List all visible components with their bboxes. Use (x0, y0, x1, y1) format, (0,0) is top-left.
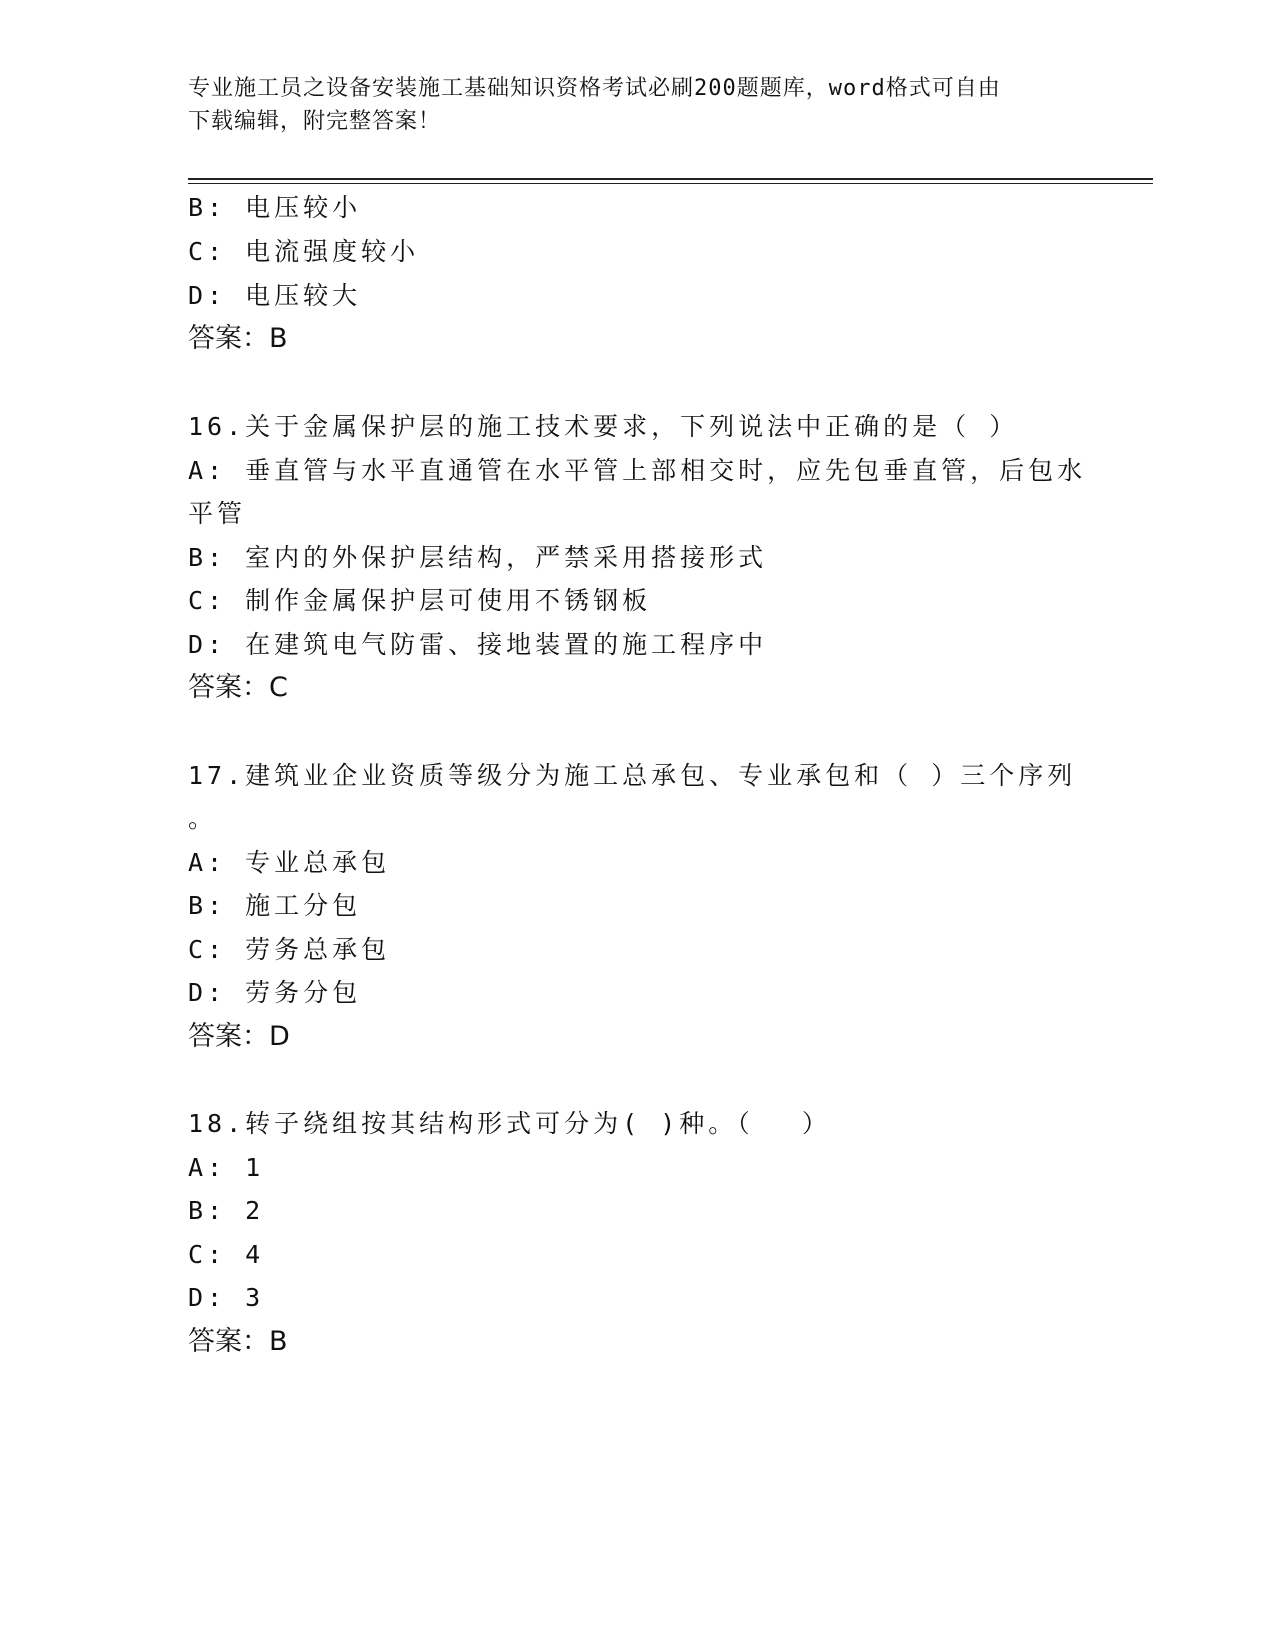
q15-answer: 答案：B (188, 323, 288, 354)
q16-option-b: B: 室内的外保护层结构，严禁采用搭接形式 (188, 543, 768, 572)
header-divider-thick (188, 178, 1153, 180)
q16-option-d: D: 在建筑电气防雷、接地装置的施工程序中 (188, 630, 768, 659)
q18-option-a: A: 1 (188, 1153, 265, 1182)
q16-question: 16.关于金属保护层的施工技术要求，下列说法中正确的是（ ） (188, 412, 1019, 441)
q16-option-a-line1: A: 垂直管与水平直通管在水平管上部相交时，应先包垂直管，后包水 (188, 456, 1087, 485)
q17-option-b: B: 施工分包 (188, 891, 362, 920)
header-line-1: 专业施工员之设备安装施工基础知识资格考试必刷200题题库，word格式可自由 (188, 76, 1001, 101)
q16-option-a-line2: 平管 (188, 499, 247, 528)
header-divider-thin (188, 183, 1153, 184)
q15-option-b: B: 电压较小 (188, 193, 362, 222)
q18-answer: 答案：B (188, 1326, 288, 1357)
q18-question: 18.转子绕组按其结构形式可分为( )种。（ ） (188, 1109, 831, 1138)
q16-answer: 答案：C (188, 672, 288, 703)
document-header (188, 72, 1088, 138)
q17-option-c: C: 劳务总承包 (188, 935, 391, 964)
header-line-2: 下载编辑，附完整答案！ (188, 109, 442, 134)
q15-option-d: D: 电压较大 (188, 281, 362, 310)
q18-option-b: B: 2 (188, 1196, 265, 1225)
q17-option-d: D: 劳务分包 (188, 978, 362, 1007)
q17-question-line2: 。 (188, 804, 218, 833)
q17-question-line1: 17.建筑业企业资质等级分为施工总承包、专业承包和（ ）三个序列 (188, 761, 1077, 790)
q18-option-c: C: 4 (188, 1240, 265, 1269)
q15-option-c: C: 电流强度较小 (188, 237, 420, 266)
q17-answer: 答案：D (188, 1021, 290, 1052)
q16-option-c: C: 制作金属保护层可使用不锈钢板 (188, 586, 652, 615)
q18-option-d: D: 3 (188, 1283, 265, 1312)
q17-option-a: A: 专业总承包 (188, 848, 391, 877)
